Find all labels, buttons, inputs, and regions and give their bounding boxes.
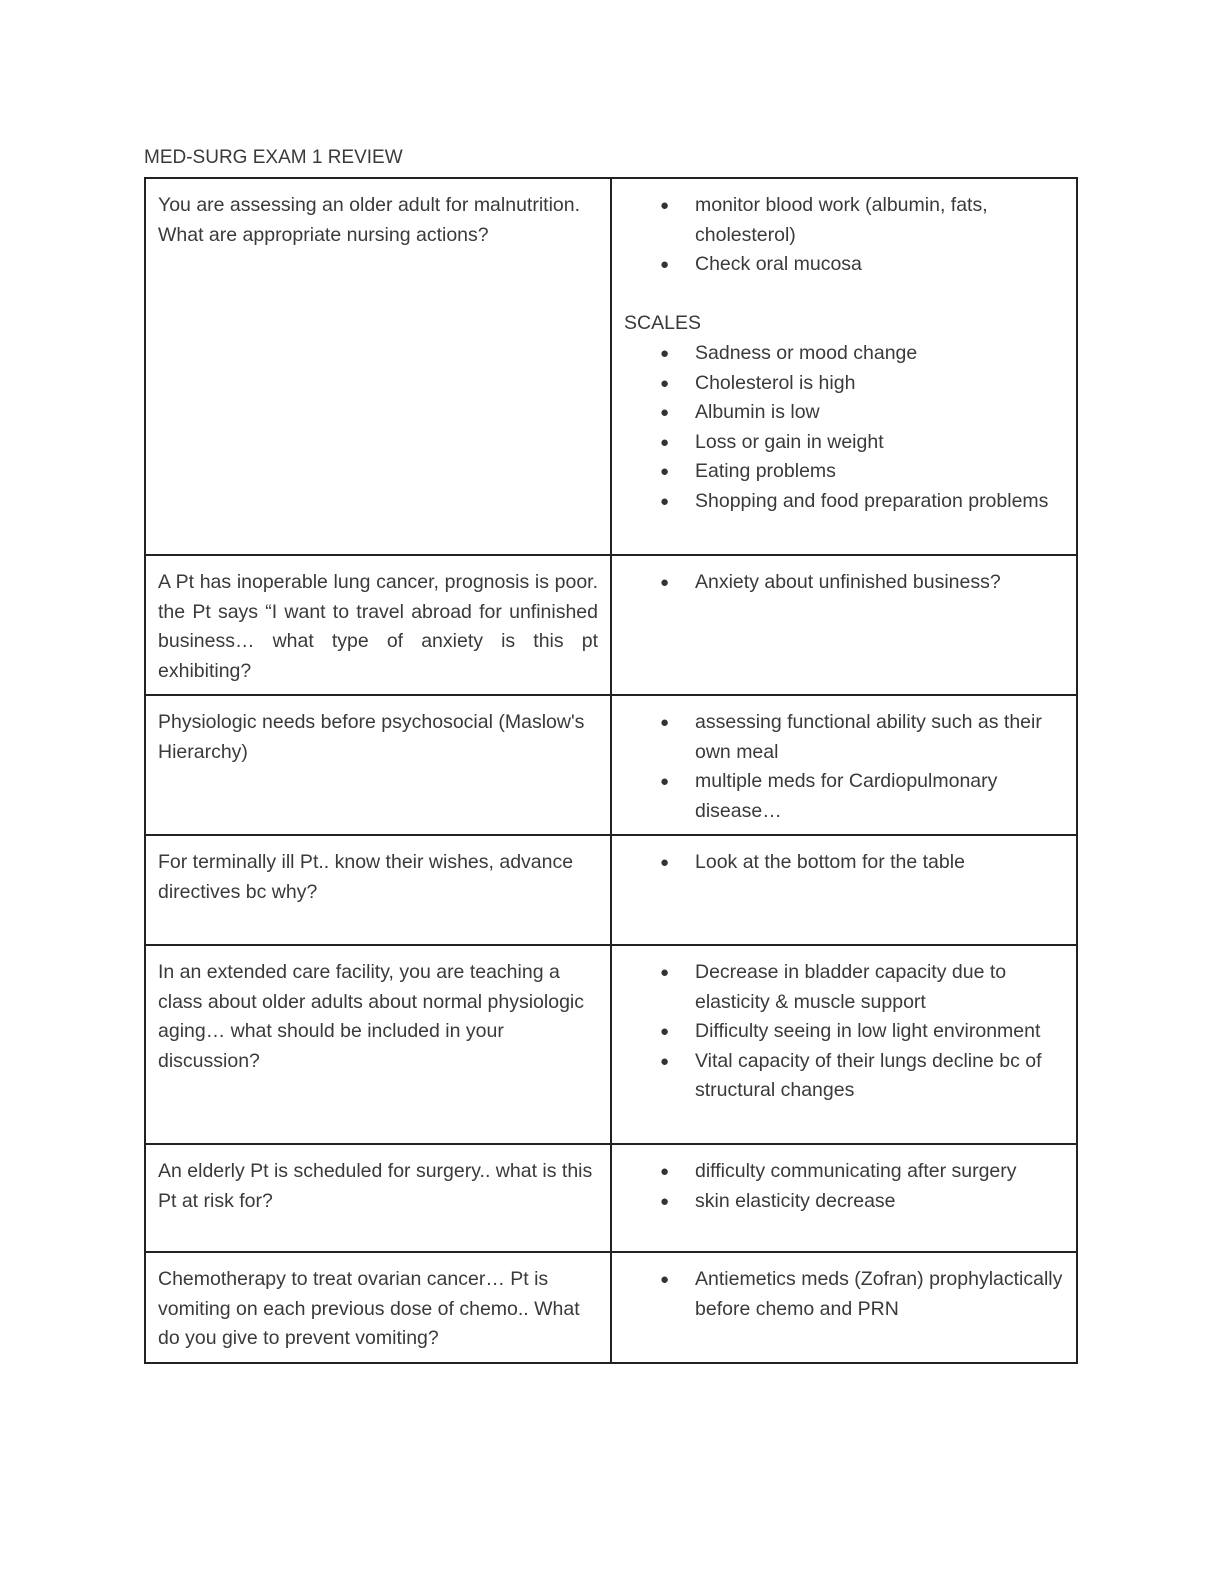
answer-list: [624, 848, 1064, 878]
question-text: For terminally ill Pt.. know their wishes, advance directives bc why?: [158, 851, 574, 903]
list-item: [624, 1157, 1064, 1187]
list-item: [624, 1017, 1064, 1047]
list-item: [624, 1187, 1064, 1217]
bullet-icon: ●: [660, 854, 670, 871]
question-cell: [145, 178, 611, 555]
answer-cell: [611, 835, 1077, 945]
bullet-icon: ●: [660, 463, 670, 481]
list-item-text: Antiemetics meds (Zofran) prophylactically before chemo and PRN: [695, 1268, 1063, 1320]
answer-cell: [611, 1252, 1077, 1363]
bullet-icon: ●: [660, 714, 670, 731]
list-item: [624, 191, 1064, 250]
question-cell: [145, 835, 611, 945]
answer-cell: [611, 945, 1077, 1144]
answer-list: [624, 191, 1064, 280]
question-text: In an extended care facility, you are teaching a class about older adults about normal physiologic aging… what should be included in your discussion?: [158, 961, 585, 1072]
answer-cell: [611, 555, 1077, 695]
list-item-text: Cholesterol is high: [695, 371, 856, 394]
list-item: [624, 767, 1064, 826]
answer-cell: [611, 1144, 1077, 1252]
table-row: [145, 695, 1077, 835]
bullet-icon: ●: [660, 344, 670, 362]
list-item: [624, 958, 1064, 1017]
answer-list: [624, 568, 1064, 598]
list-item-text: Decrease in bladder capacity due to elasticity & muscle support: [695, 961, 1007, 1013]
bullet-icon: ●: [660, 1271, 670, 1288]
bullet-icon: ●: [660, 574, 670, 591]
list-item: [624, 1265, 1064, 1324]
bullet-icon: ●: [660, 1052, 670, 1070]
list-item: [624, 398, 1064, 428]
list-item-text: difficulty communicating after surgery: [695, 1160, 1017, 1182]
answer-list: [624, 708, 1064, 826]
list-item-text: multiple meds for Cardiopulmonary disease…: [695, 770, 998, 822]
list-item: [624, 369, 1064, 399]
list-item-text: Shopping and food preparation problems: [695, 489, 1049, 512]
question-text: Physiologic needs before psychosocial (Maslow's Hierarchy): [158, 711, 585, 763]
question-cell: [145, 945, 611, 1144]
bullet-icon: ●: [660, 773, 670, 791]
bullet-icon: ●: [660, 197, 670, 214]
list-item: [624, 250, 1064, 280]
list-item-text: Vital capacity of their lungs decline bc of structural changes: [695, 1049, 1042, 1102]
list-item-text: Loss or gain in weight: [695, 430, 884, 453]
list-item: [624, 457, 1064, 487]
answer-list: [624, 1157, 1064, 1216]
list-item-text: Sadness or mood change: [695, 341, 918, 364]
bullet-icon: ●: [660, 964, 670, 981]
question-text: An elderly Pt is scheduled for surgery.. what is this Pt at risk for?: [158, 1160, 593, 1212]
question-text: A Pt has inoperable lung cancer, prognosis is poor. the Pt says “I want to travel abroad for unfinished business… what type of anxiety is this pt exhibiting?: [158, 571, 598, 682]
bullet-icon: ●: [660, 1163, 670, 1180]
list-item: [624, 487, 1064, 517]
table-row: [145, 178, 1077, 555]
bullet-icon: ●: [660, 374, 670, 392]
list-item: [624, 568, 1064, 598]
bullet-icon: ●: [660, 492, 670, 510]
bullet-icon: ●: [660, 433, 670, 451]
list-item-text: Albumin is low: [695, 401, 820, 424]
list-item: [624, 339, 1064, 369]
review-table: [144, 177, 1078, 1364]
list-item-text: monitor blood work (albumin, fats, cholesterol): [695, 194, 988, 246]
table-row: [145, 1144, 1077, 1252]
question-cell: [145, 695, 611, 835]
table-row: [145, 945, 1077, 1144]
list-item-text: Look at the bottom for the table: [695, 851, 965, 873]
question-cell: [145, 555, 611, 695]
table-row: [145, 835, 1077, 945]
bullet-icon: ●: [660, 1023, 670, 1041]
answer-list: [624, 1265, 1064, 1324]
list-item-text: skin elasticity decrease: [695, 1189, 896, 1212]
section-label: SCALES: [624, 312, 701, 335]
list-item: [624, 1047, 1064, 1106]
answer-list: [624, 958, 1064, 1106]
bullet-icon: ●: [660, 256, 670, 274]
bullet-icon: ●: [660, 1192, 670, 1210]
list-item-text: Difficulty seeing in low light environment: [695, 1020, 1041, 1043]
document-title: MED-SURG EXAM 1 REVIEW: [144, 147, 403, 168]
list-item: [624, 708, 1064, 767]
list-item: [624, 848, 1064, 878]
list-item: [624, 428, 1064, 458]
list-item-text: Eating problems: [695, 460, 836, 483]
scales-list: [624, 339, 1064, 517]
question-text: You are assessing an older adult for malnutrition. What are appropriate nursing actions?: [158, 194, 581, 246]
list-item-text: Anxiety about unfinished business?: [695, 571, 1001, 593]
bullet-icon: ●: [660, 404, 670, 422]
question-cell: [145, 1252, 611, 1363]
list-item-text: Check oral mucosa: [695, 253, 862, 276]
answer-cell: [611, 178, 1077, 555]
list-item-text: assessing functional ability such as their own meal: [695, 711, 1042, 763]
table-row: [145, 555, 1077, 695]
table-row: [145, 1252, 1077, 1363]
question-text: Chemotherapy to treat ovarian cancer… Pt is vomiting on each previous dose of chemo.. What do you give to prevent vomiting?: [158, 1268, 580, 1350]
answer-cell: [611, 695, 1077, 835]
question-cell: [145, 1144, 611, 1252]
